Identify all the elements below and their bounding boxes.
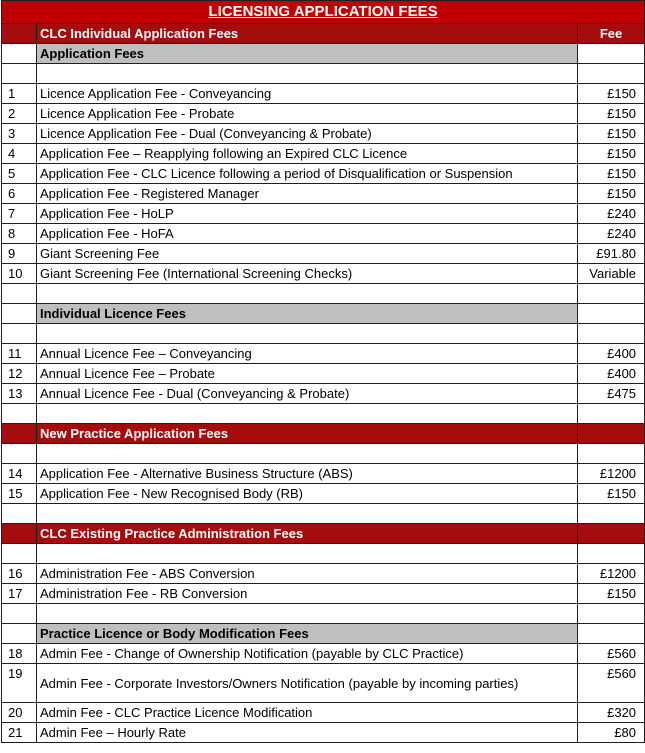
blank-cell bbox=[578, 604, 645, 624]
section-num-cell bbox=[2, 304, 37, 324]
fee-amount: £1200 bbox=[578, 564, 645, 584]
blank-row bbox=[2, 544, 645, 564]
blank-cell bbox=[37, 324, 578, 344]
fee-row bbox=[2, 344, 645, 364]
fee-amount: £240 bbox=[578, 224, 645, 244]
fee-description: Application Fee - Registered Manager bbox=[37, 184, 578, 204]
fee-amount: £150 bbox=[578, 164, 645, 184]
blank-row bbox=[2, 504, 645, 524]
header-num-cell bbox=[2, 24, 37, 44]
blank-cell bbox=[37, 404, 578, 424]
blank-cell bbox=[2, 544, 37, 564]
section-title: CLC Existing Practice Administration Fees bbox=[37, 524, 578, 544]
section-num-cell bbox=[2, 624, 37, 644]
fee-amount: Variable bbox=[578, 264, 645, 284]
row-number: 18 bbox=[2, 644, 37, 664]
row-number: 15 bbox=[2, 484, 37, 504]
fee-description: Licence Application Fee - Conveyancing bbox=[37, 84, 578, 104]
fee-row bbox=[2, 384, 645, 404]
blank-cell bbox=[37, 544, 578, 564]
section-fee-cell bbox=[578, 524, 645, 544]
blank-cell bbox=[578, 444, 645, 464]
fee-row bbox=[2, 244, 645, 264]
section-title: Individual Licence Fees bbox=[37, 304, 578, 324]
section-num-cell bbox=[2, 44, 37, 64]
fee-row bbox=[2, 584, 645, 604]
row-number: 12 bbox=[2, 364, 37, 384]
blank-cell bbox=[37, 64, 578, 84]
fee-row bbox=[2, 703, 645, 723]
fee-description: Licence Application Fee - Dual (Conveyancing & Probate) bbox=[37, 124, 578, 144]
fee-description: Giant Screening Fee (International Screening Checks) bbox=[37, 264, 578, 284]
fee-row bbox=[2, 464, 645, 484]
blank-cell bbox=[2, 64, 37, 84]
blank-cell bbox=[2, 404, 37, 424]
fee-description: Licence Application Fee - Probate bbox=[37, 104, 578, 124]
fee-description: Application Fee - Alternative Business Structure (ABS) bbox=[37, 464, 578, 484]
fee-row bbox=[2, 564, 645, 584]
title-row bbox=[2, 1, 645, 24]
fee-description: Administration Fee - ABS Conversion bbox=[37, 564, 578, 584]
row-number: 14 bbox=[2, 464, 37, 484]
fee-description: Admin Fee - Change of Ownership Notification (payable by CLC Practice) bbox=[37, 644, 578, 664]
fee-description: Annual Licence Fee – Probate bbox=[37, 364, 578, 384]
fee-description: Application Fee – Reapplying following an Expired CLC Licence bbox=[37, 144, 578, 164]
row-number: 9 bbox=[2, 244, 37, 264]
section-header-row bbox=[2, 44, 645, 64]
fee-amount: £1200 bbox=[578, 464, 645, 484]
row-number: 2 bbox=[2, 104, 37, 124]
row-number: 10 bbox=[2, 264, 37, 284]
blank-row bbox=[2, 404, 645, 424]
fee-amount: £320 bbox=[578, 703, 645, 723]
fee-description: Application Fee - CLC Licence following a period of Disqualification or Suspension bbox=[37, 164, 578, 184]
row-number: 20 bbox=[2, 703, 37, 723]
fee-amount: £150 bbox=[578, 124, 645, 144]
blank-cell bbox=[2, 444, 37, 464]
fee-description: Application Fee - HoLP bbox=[37, 204, 578, 224]
section-header-row bbox=[2, 524, 645, 544]
fee-amount: £400 bbox=[578, 364, 645, 384]
section-title: Application Fees bbox=[37, 44, 578, 64]
fee-description: Annual Licence Fee – Conveyancing bbox=[37, 344, 578, 364]
section-fee-cell bbox=[578, 304, 645, 324]
fee-row bbox=[2, 164, 645, 184]
blank-cell bbox=[578, 324, 645, 344]
fee-description: Application Fee - HoFA bbox=[37, 224, 578, 244]
blank-cell bbox=[37, 504, 578, 524]
blank-cell bbox=[578, 544, 645, 564]
fee-description: Admin Fee – Hourly Rate bbox=[37, 723, 578, 743]
blank-cell bbox=[578, 284, 645, 304]
fee-description: Admin Fee - CLC Practice Licence Modification bbox=[37, 703, 578, 723]
row-number: 21 bbox=[2, 723, 37, 743]
fee-amount: £150 bbox=[578, 84, 645, 104]
fee-amount: £150 bbox=[578, 584, 645, 604]
blank-cell bbox=[578, 504, 645, 524]
fee-row bbox=[2, 184, 645, 204]
fee-row bbox=[2, 224, 645, 244]
row-number: 7 bbox=[2, 204, 37, 224]
fee-amount: £80 bbox=[578, 723, 645, 743]
fee-amount: £91.80 bbox=[578, 244, 645, 264]
header-fee: Fee bbox=[578, 24, 645, 44]
section-header-row bbox=[2, 624, 645, 644]
fee-description: Giant Screening Fee bbox=[37, 244, 578, 264]
fee-row bbox=[2, 364, 645, 384]
blank-row bbox=[2, 604, 645, 624]
blank-cell bbox=[578, 404, 645, 424]
blank-row bbox=[2, 284, 645, 304]
section-header-row bbox=[2, 424, 645, 444]
section-fee-cell bbox=[578, 44, 645, 64]
fee-description: Annual Licence Fee - Dual (Conveyancing & Probate) bbox=[37, 384, 578, 404]
page-title: LICENSING APPLICATION FEES bbox=[2, 1, 645, 24]
row-number: 16 bbox=[2, 564, 37, 584]
row-number: 3 bbox=[2, 124, 37, 144]
blank-cell bbox=[37, 444, 578, 464]
row-number: 13 bbox=[2, 384, 37, 404]
section-header-row bbox=[2, 304, 645, 324]
fee-amount: £150 bbox=[578, 484, 645, 504]
blank-cell bbox=[2, 604, 37, 624]
section-title: New Practice Application Fees bbox=[37, 424, 578, 444]
blank-cell bbox=[2, 284, 37, 304]
fee-row bbox=[2, 664, 645, 703]
fee-row bbox=[2, 204, 645, 224]
fee-amount: £150 bbox=[578, 184, 645, 204]
fee-row bbox=[2, 484, 645, 504]
fee-amount: £475 bbox=[578, 384, 645, 404]
fee-amount: £150 bbox=[578, 144, 645, 164]
fee-amount: £560 bbox=[578, 664, 645, 703]
blank-cell bbox=[37, 604, 578, 624]
licensing-fees-table bbox=[1, 0, 645, 743]
fee-row bbox=[2, 644, 645, 664]
section-num-cell bbox=[2, 424, 37, 444]
fee-row bbox=[2, 124, 645, 144]
fee-row bbox=[2, 723, 645, 743]
row-number: 6 bbox=[2, 184, 37, 204]
blank-cell bbox=[37, 284, 578, 304]
section-fee-cell bbox=[578, 424, 645, 444]
fee-row bbox=[2, 264, 645, 284]
fee-amount: £240 bbox=[578, 204, 645, 224]
fee-amount: £400 bbox=[578, 344, 645, 364]
fee-amount: £560 bbox=[578, 644, 645, 664]
fee-description: Admin Fee - Corporate Investors/Owners Notification (payable by incoming parties) bbox=[37, 664, 578, 703]
blank-cell bbox=[2, 324, 37, 344]
fee-row bbox=[2, 84, 645, 104]
fee-description: Application Fee - New Recognised Body (RB) bbox=[37, 484, 578, 504]
row-number: 8 bbox=[2, 224, 37, 244]
blank-row bbox=[2, 444, 645, 464]
fee-row bbox=[2, 104, 645, 124]
blank-row bbox=[2, 324, 645, 344]
header-label: CLC Individual Application Fees bbox=[37, 24, 578, 44]
blank-cell bbox=[2, 504, 37, 524]
section-fee-cell bbox=[578, 624, 645, 644]
row-number: 5 bbox=[2, 164, 37, 184]
row-number: 4 bbox=[2, 144, 37, 164]
blank-row bbox=[2, 64, 645, 84]
column-header-row bbox=[2, 24, 645, 44]
row-number: 1 bbox=[2, 84, 37, 104]
row-number: 19 bbox=[2, 664, 37, 703]
row-number: 17 bbox=[2, 584, 37, 604]
section-num-cell bbox=[2, 524, 37, 544]
section-title: Practice Licence or Body Modification Fees bbox=[37, 624, 578, 644]
blank-cell bbox=[578, 64, 645, 84]
fee-description: Administration Fee - RB Conversion bbox=[37, 584, 578, 604]
fee-amount: £150 bbox=[578, 104, 645, 124]
row-number: 11 bbox=[2, 344, 37, 364]
fee-row bbox=[2, 144, 645, 164]
